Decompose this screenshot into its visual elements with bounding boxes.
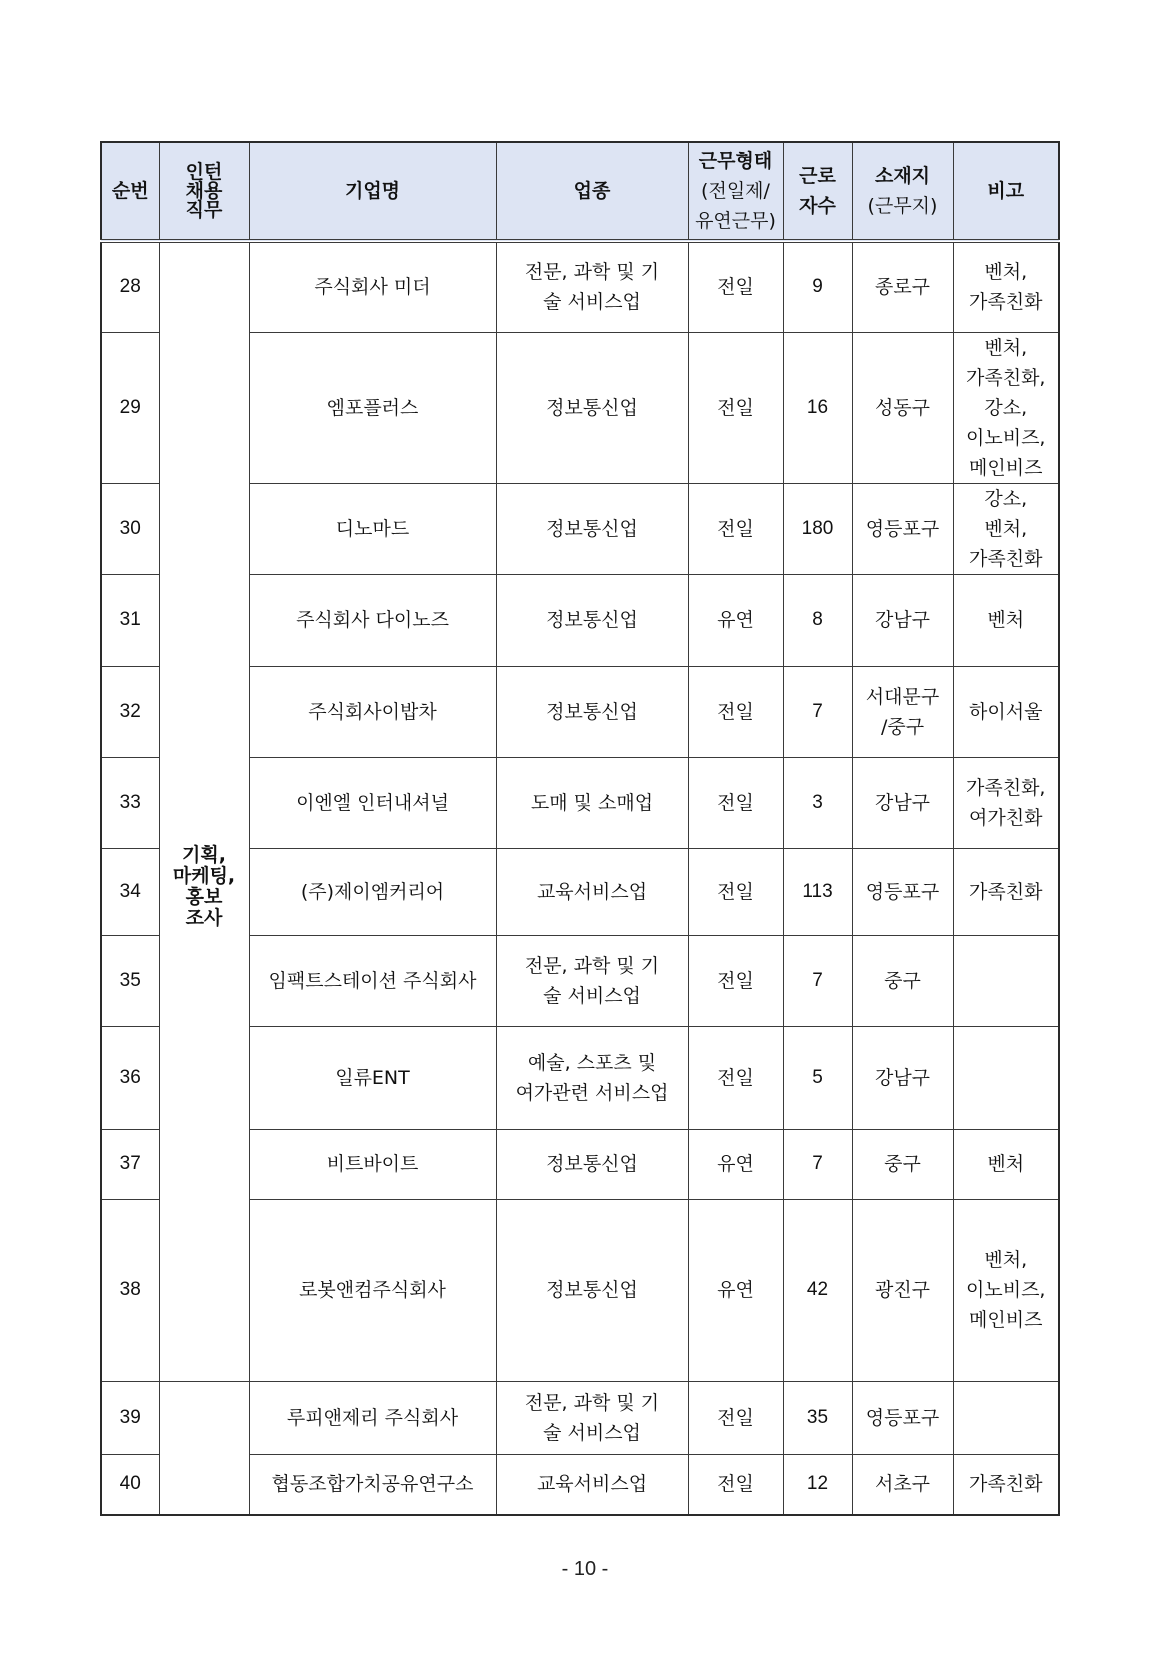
remarks	[953, 332, 1059, 483]
industry-line: 정보통신업	[546, 517, 638, 540]
industry-line: 교육서비스업	[536, 1473, 648, 1496]
industry-line: 예술, 스포츠 및	[527, 1051, 657, 1074]
remarks	[953, 241, 1059, 332]
industry	[496, 848, 688, 935]
job-category-line: 기획,	[182, 843, 226, 866]
industry-line: 술 서비스업	[543, 291, 641, 314]
location	[852, 574, 953, 666]
table-row	[101, 1381, 1059, 1454]
remarks-line: 가족친화,	[966, 776, 1046, 799]
remarks-line: 벤처	[987, 609, 1025, 631]
employee-count: 8	[783, 574, 852, 666]
employee-count: 7	[783, 666, 852, 757]
employee-count: 42	[783, 1199, 852, 1381]
location-line: 영등포구	[865, 880, 940, 903]
location-line: 영등포구	[865, 1406, 940, 1429]
remarks-line: 여가친화	[969, 806, 1043, 829]
industry	[496, 1026, 688, 1129]
employee-count: 35	[783, 1381, 852, 1454]
row-number: 38	[101, 1199, 159, 1381]
work-type: 전일	[688, 241, 783, 332]
row-number: 37	[101, 1129, 159, 1199]
row-number: 35	[101, 935, 159, 1026]
remarks	[953, 935, 1059, 1026]
industry-line: 정보통신업	[546, 700, 638, 723]
header-company: 기업명	[249, 142, 496, 241]
header-work-type	[688, 142, 783, 241]
row-number: 30	[101, 483, 159, 574]
work-type: 전일	[688, 935, 783, 1026]
employee-count: 16	[783, 332, 852, 483]
industry-line: 정보통신업	[546, 1279, 638, 1301]
company-name: 임팩트스테이션 주식회사	[249, 935, 496, 1026]
job-category-cell-empty	[159, 1381, 249, 1515]
industry	[496, 757, 688, 848]
location-line: 광진구	[874, 1279, 931, 1301]
remarks	[953, 1199, 1059, 1381]
remarks	[953, 483, 1059, 574]
location-line: 중구	[884, 1153, 921, 1175]
employee-count: 3	[783, 757, 852, 848]
row-number: 33	[101, 757, 159, 848]
remarks	[953, 574, 1059, 666]
header-job	[159, 142, 249, 241]
header-job-line: 채용	[185, 179, 223, 202]
industry	[496, 935, 688, 1026]
work-type: 전일	[688, 1381, 783, 1454]
remarks	[953, 1454, 1059, 1515]
location	[852, 1454, 953, 1515]
row-number: 40	[101, 1454, 159, 1515]
work-type: 전일	[688, 483, 783, 574]
location-line: 성동구	[874, 396, 931, 419]
row-number: 36	[101, 1026, 159, 1129]
employee-count: 12	[783, 1454, 852, 1515]
job-category-line: 홍보	[185, 885, 223, 908]
industry	[496, 1454, 688, 1515]
remarks-line: 가족친화,	[966, 366, 1046, 389]
remarks-line: 메인비즈	[969, 1309, 1043, 1331]
industry	[496, 666, 688, 757]
remarks-line: 벤처,	[984, 1249, 1028, 1271]
table-row	[101, 241, 1059, 332]
work-type: 전일	[688, 1454, 783, 1515]
remarks-line: 가족친화	[969, 291, 1043, 314]
industry-line: 전문, 과학 및 기	[524, 954, 660, 977]
header-work-type-line: 근무형태	[698, 150, 773, 172]
employee-count: 5	[783, 1026, 852, 1129]
company-listing-table	[100, 141, 1060, 1516]
work-type: 전일	[688, 1026, 783, 1129]
page-number: - 10 -	[561, 1558, 609, 1580]
industry	[496, 1199, 688, 1381]
location-line: /중구	[880, 715, 925, 738]
remarks-line: 이노비즈,	[966, 1279, 1046, 1301]
industry	[496, 483, 688, 574]
header-no: 순번	[101, 142, 159, 241]
industry	[496, 1129, 688, 1199]
location-line: 강남구	[874, 609, 931, 631]
industry-line: 정보통신업	[546, 609, 638, 631]
company-name: 주식회사이밥차	[249, 666, 496, 757]
industry-line: 도매 및 소매업	[530, 791, 654, 814]
industry-line: 정보통신업	[546, 396, 638, 419]
company-name: 디노마드	[249, 483, 496, 574]
row-number: 32	[101, 666, 159, 757]
location-line: 중구	[884, 969, 921, 992]
remarks-line: 벤처,	[984, 261, 1028, 284]
company-name: 주식회사 미더	[249, 241, 496, 332]
remarks	[953, 757, 1059, 848]
remarks-line: 이노비즈,	[966, 426, 1046, 449]
remarks-line: 메인비즈	[969, 456, 1043, 479]
work-type: 전일	[688, 666, 783, 757]
remarks-line: 가족친화	[969, 1473, 1043, 1496]
industry-line: 여가관련 서비스업	[515, 1081, 669, 1104]
location	[852, 1199, 953, 1381]
remarks	[953, 1026, 1059, 1129]
employee-count: 9	[783, 241, 852, 332]
remarks-line: 하이서울	[969, 700, 1043, 723]
location-line: 서초구	[874, 1473, 931, 1496]
location-line: 서대문구	[865, 685, 940, 708]
header-job-line: 인턴	[185, 160, 223, 183]
location-line: 영등포구	[865, 517, 940, 540]
employee-count: 7	[783, 1129, 852, 1199]
location	[852, 1381, 953, 1454]
remarks-line: 벤처,	[984, 517, 1028, 540]
header-work-type-line: (전일제/	[701, 180, 770, 202]
row-number: 28	[101, 241, 159, 332]
header-location-line: 소재지	[874, 165, 931, 187]
job-category-line: 마케팅,	[172, 864, 236, 887]
header-employees	[783, 142, 852, 241]
industry-line: 술 서비스업	[543, 984, 641, 1007]
location-line: 강남구	[874, 1066, 931, 1089]
company-name: 비트바이트	[249, 1129, 496, 1199]
location	[852, 332, 953, 483]
company-name: 주식회사 다이노즈	[249, 574, 496, 666]
remarks-line: 벤처,	[984, 336, 1028, 359]
row-number: 34	[101, 848, 159, 935]
header-location-line: (근무지)	[867, 195, 938, 217]
employee-count: 180	[783, 483, 852, 574]
industry	[496, 241, 688, 332]
location	[852, 1026, 953, 1129]
job-category-cell	[159, 241, 249, 1381]
location-line: 강남구	[874, 791, 931, 814]
remarks-line: 강소,	[984, 396, 1028, 419]
industry-line: 전문, 과학 및 기	[524, 261, 660, 284]
remarks-line: 벤처	[987, 1153, 1025, 1175]
location	[852, 241, 953, 332]
job-category-line: 조사	[185, 906, 223, 929]
company-name: 이엔엘 인터내셔널	[249, 757, 496, 848]
location	[852, 848, 953, 935]
header-work-type-line: 유연근무)	[695, 210, 776, 232]
industry-line: 전문, 과학 및 기	[524, 1391, 660, 1414]
row-number: 29	[101, 332, 159, 483]
work-type: 유연	[688, 1199, 783, 1381]
location	[852, 666, 953, 757]
remarks-line: 강소,	[984, 487, 1028, 510]
work-type: 유연	[688, 574, 783, 666]
industry-line: 정보통신업	[546, 1153, 638, 1175]
industry	[496, 332, 688, 483]
industry-line: 교육서비스업	[536, 880, 648, 903]
industry	[496, 574, 688, 666]
employee-count: 7	[783, 935, 852, 1026]
location	[852, 935, 953, 1026]
location-line: 종로구	[874, 276, 931, 299]
work-type: 전일	[688, 848, 783, 935]
header-remarks: 비고	[953, 142, 1059, 241]
company-name: 로봇앤컴주식회사	[249, 1199, 496, 1381]
industry-line: 술 서비스업	[543, 1421, 641, 1444]
table-body	[101, 241, 1059, 1515]
header-location	[852, 142, 953, 241]
remarks-line: 가족친화	[969, 880, 1043, 903]
work-type: 전일	[688, 757, 783, 848]
remarks	[953, 1381, 1059, 1454]
company-name: (주)제이엠커리어	[249, 848, 496, 935]
row-number: 39	[101, 1381, 159, 1454]
remarks-line: 가족친화	[969, 547, 1043, 570]
header-row	[101, 142, 1059, 241]
industry	[496, 1381, 688, 1454]
remarks	[953, 666, 1059, 757]
work-type: 유연	[688, 1129, 783, 1199]
location	[852, 1129, 953, 1199]
company-name: 협동조합가치공유연구소	[249, 1454, 496, 1515]
header-job-line: 직무	[185, 198, 223, 221]
company-name: 엠포플러스	[249, 332, 496, 483]
work-type: 전일	[688, 332, 783, 483]
employee-count: 113	[783, 848, 852, 935]
header-industry: 업종	[496, 142, 688, 241]
remarks	[953, 1129, 1059, 1199]
row-number: 31	[101, 574, 159, 666]
location	[852, 757, 953, 848]
location	[852, 483, 953, 574]
company-name: 일류ENT	[249, 1026, 496, 1129]
remarks	[953, 848, 1059, 935]
header-employees-line: 자수	[799, 195, 836, 217]
header-employees-line: 근로	[799, 165, 836, 187]
company-name: 루피앤제리 주식회사	[249, 1381, 496, 1454]
